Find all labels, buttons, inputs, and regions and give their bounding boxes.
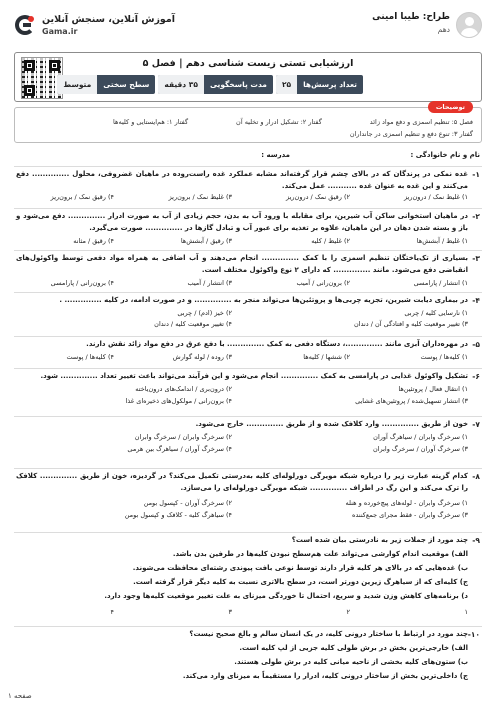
exam-title: ارزشیابی تستی زیست شناسی دهم | فصل ۵ bbox=[142, 58, 354, 69]
topics-box bbox=[14, 103, 482, 143]
option-1[interactable]: ۱) نارسایی کلیه / چربی bbox=[404, 309, 468, 317]
option-2[interactable]: ۲ bbox=[346, 608, 350, 616]
question-text: چند مورد در ارتباط با ساختار درونی کلیه، در یک انسان سالم و بالغ صحیح نیست؟ bbox=[189, 630, 468, 638]
topics-row-2 bbox=[23, 130, 473, 138]
meta-duration: مدت پاسخگویی ۳۵ دقیقه bbox=[158, 75, 273, 94]
option-2[interactable]: ۲) سرخرگ وابران / سرخرگ وابران bbox=[134, 433, 232, 441]
option-3[interactable]: ۳) سرخرگ آوران / سرخرگ وابران bbox=[372, 445, 468, 453]
brand-site[interactable]: Gama.ir bbox=[42, 27, 78, 36]
option-1[interactable]: ۱ bbox=[464, 608, 468, 616]
topics-row-1 bbox=[23, 118, 473, 126]
option-3[interactable]: ۳) تغییر موقعیت کلیه و افتادگی آن / دندان bbox=[353, 320, 468, 328]
question-text: تشکیل واکوئول غذایی در پارامسی به کمک .............. انجام می‌شود و این فرآیند می‌تواند باعث تغییر تعداد .............. شود. bbox=[40, 372, 468, 380]
school-field[interactable]: مدرسه : bbox=[261, 151, 290, 159]
question-10 bbox=[14, 626, 482, 686]
question-number: ۱- bbox=[472, 170, 480, 179]
option-2[interactable]: ۲) برون‌رانی / آمیب bbox=[296, 279, 350, 287]
gama-logo-icon bbox=[14, 14, 36, 36]
avatar bbox=[456, 12, 482, 38]
statement-a: الف) خارجی‌ترین بخش در برش طولی کلیه جزیی از لپ کلیه است. bbox=[239, 644, 468, 652]
grade-label: دهم bbox=[437, 25, 450, 34]
topics-tag: توضیحات bbox=[428, 101, 473, 113]
page-number: صفحه ۱ bbox=[8, 692, 32, 700]
statement-b: ب) غده‌هایی که در بالای هر کلیه قرار دارند توسط نوعی بافت پیوندی رشته‌ای محافظت می‌شوند. bbox=[132, 564, 468, 572]
option-1[interactable]: ۱) کلیه‌ها / پوست bbox=[420, 353, 468, 361]
question-number: ۵- bbox=[472, 340, 480, 349]
option-1[interactable]: ۱) انتقال فعال / پروتئین‌ها bbox=[398, 385, 468, 393]
option-2[interactable]: ۲) سرخرگ آوران - کپسول بومن bbox=[143, 499, 232, 507]
option-3[interactable]: ۳) انتشار تسهیل‌شده / پروتئین‌های غشایی bbox=[355, 397, 468, 405]
topic-item: گفتار ۱: هم‌ایستایی و کلیه‌ها bbox=[113, 118, 189, 126]
option-2[interactable]: ۲) درون‌بری / اندامک‌های درون‌یاخته bbox=[135, 385, 232, 393]
question-8 bbox=[14, 468, 482, 522]
question-number: ۸- bbox=[472, 472, 480, 481]
option-2[interactable]: ۲) رقیق نمک / درون‌ریز bbox=[286, 193, 350, 201]
option-4[interactable]: ۴) تغییر موقعیت کلیه / دندان bbox=[154, 320, 232, 328]
question-number: ۶- bbox=[472, 372, 480, 381]
topic-item: گفتار ۲: تشکیل ادرار و تخلیه آن bbox=[236, 118, 322, 126]
question-text: در ماهیان استخوانی ساکن آب شیرین، برای مقابله با ورود آب به بدن، حجم زیادی از آب به صورت ادرار .............. دفع می‌شود و باز و بسته شدن دهان در این ماهیان، علاوه بر تغذیه برای عبور آب و تبادل گازها در .............. صورت می‌گیرد. bbox=[16, 212, 468, 232]
statement-a: الف) موقعیت اندام کوارشی می‌تواند علت هم‌سطح نبودن کلیه‌ها در طرفین بدن باشد. bbox=[172, 550, 468, 558]
question-number: ۴- bbox=[472, 296, 480, 305]
question-1 bbox=[14, 166, 482, 206]
option-3[interactable]: ۳) سرخرگ وابران - فقط مجرای جمع‌کننده bbox=[352, 511, 468, 519]
option-2[interactable]: ۲) خیز (ادم) / چربی bbox=[177, 309, 232, 317]
option-4[interactable]: ۴ bbox=[110, 608, 114, 616]
option-1[interactable]: ۱) سرخرگ وابران / سیاهرگ آوران bbox=[373, 433, 468, 441]
topic-item: فصل ۵: تنظیم اسمزی و دفع مواد زائد bbox=[369, 118, 473, 126]
option-4[interactable]: ۴) کلیه‌ها / پوست bbox=[66, 353, 114, 361]
option-4[interactable]: ۴) سیاهرگ کلیه - کلافک و کپسول بومن bbox=[124, 511, 232, 519]
question-2 bbox=[14, 208, 482, 248]
statement-c: ج) داخلی‌ترین بخش از ساختار درونی کلیه، ادرار را مستقیماً به میزنای وارد می‌کند. bbox=[182, 672, 468, 680]
option-3[interactable]: ۳) روده / لوله گوارش bbox=[172, 353, 232, 361]
student-info-row bbox=[16, 151, 480, 163]
exam-info-box bbox=[14, 52, 482, 102]
option-3[interactable]: ۳) انتشار / آمیب bbox=[187, 279, 232, 287]
statement-b: ب) ستون‌های کلیه بخشی از ناحیه میانی کلیه در برش طولی هستند. bbox=[234, 658, 468, 666]
statement-c: ج) کلیه‌ای که از سیاهرگ زیرین دورتر است، در سطح بالاتری نسبت به کلیه دیگر قرار گرفته است. bbox=[133, 578, 468, 586]
question-3 bbox=[14, 250, 482, 290]
question-9 bbox=[14, 532, 482, 624]
question-number: ۷- bbox=[472, 420, 480, 429]
topic-item: گفتار ۳: تنوع دفع و تنظیم اسمزی در جانداران bbox=[349, 130, 473, 138]
option-2[interactable]: ۲) غلیظ / کلیه bbox=[311, 237, 350, 245]
student-name-field[interactable]: نام و نام خانوادگی : bbox=[410, 151, 480, 159]
option-2[interactable]: ۲) ششها / کلیه‌ها bbox=[303, 353, 350, 361]
question-4 bbox=[14, 292, 482, 332]
option-4[interactable]: ۴) سرخرگ آوران / سیاهرگ بین هرمی bbox=[127, 445, 232, 453]
question-text: خون از طریق .............. وارد کلافک شده و از طریق .............. خارج می‌شود. bbox=[195, 420, 468, 428]
designer-name: طراح: طیبا امینی bbox=[372, 12, 450, 22]
option-3[interactable]: ۳) رقیق / آبشش‌ها bbox=[180, 237, 232, 245]
question-7 bbox=[14, 416, 482, 456]
question-number: ۱۰- bbox=[467, 630, 480, 639]
question-number: ۳- bbox=[472, 254, 480, 263]
question-text: غده نمکی در پرندگان که در بالای چشم قرار گرفته‌اند مشابه عملکرد غده راست‌روده در ماهیان غضروفی، محلول .............. دفع می‌کنند و این غده به عنوان غده ........... عمل می‌کند. bbox=[16, 170, 468, 190]
statement-d: د) برنامه‌های کاهش وزن شدید و سریع، احتمال تا خوردگی میزنای به علت تغییر موقعیت کلیه‌ها وجود دارد. bbox=[104, 592, 468, 600]
option-4[interactable]: ۴) برون‌رانی / مولکول‌های ذخیره‌ای غذا bbox=[125, 397, 232, 405]
question-text: در مهره‌داران آبزی مانند ..............، دستگاه دفعی به کمک .............. با دفع عرق در دفع مواد زائد نقش دارند. bbox=[86, 340, 468, 348]
exam-meta-row bbox=[57, 75, 363, 94]
question-text: در بیماری دیابت شیرین، تجزیه چربی‌ها و پروتئین‌ها می‌تواند منجر به .............. و در صورت ادامه، در کلیه .............. . bbox=[59, 296, 468, 304]
option-3[interactable]: ۳) غلیظ نمک / برون‌ریز bbox=[168, 193, 232, 201]
question-text: چند مورد از جملات زیر به نادرستی بیان شده است؟ bbox=[291, 536, 468, 544]
meta-question-count: تعداد پرسش‌ها ۲۵ bbox=[276, 75, 363, 94]
question-text: بسیاری از تک‌یاختگان تنظیم اسمزی را با کمک .............. انجام می‌دهند و آب اضافی به همراه مواد دفعی توسط واکوئول‌های انقباضی دفع می‌شود. مانند .............. که دارای ۲ نوع واکوئول مختلف است. bbox=[16, 254, 468, 274]
question-number: ۹- bbox=[472, 536, 480, 545]
question-text: کدام گزینه عبارت زیر را درباره شبکه مویرگی دورلوله‌ای کلیه به‌درستی تکمیل می‌کند؟ در گردیزه، خون از طریق .............. کلافک را ترک می‌کند و این رگ در اطراف .............. شبکه مویرگی دورلوله‌ای را می‌سازد. bbox=[16, 472, 468, 492]
option-1[interactable]: ۱) سرخرگ وابران - لوله‌های پیچ‌خورده و هنله bbox=[345, 499, 468, 507]
brand-name: آموزش آنلاین، سنجش آنلاین bbox=[42, 14, 176, 25]
brand-text bbox=[42, 14, 175, 36]
meta-difficulty: سطح سختی متوسط bbox=[57, 75, 155, 94]
designer-block bbox=[372, 12, 482, 38]
option-4[interactable]: ۴) رقیق / مثانه bbox=[73, 237, 114, 245]
option-1[interactable]: ۱) غلیظ نمک / درون‌ریز bbox=[403, 193, 468, 201]
option-4[interactable]: ۴) رقیق نمک / برون‌ریز bbox=[50, 193, 114, 201]
option-1[interactable]: ۱) انتشار / پارامسی bbox=[413, 279, 468, 287]
question-5 bbox=[14, 336, 482, 366]
header bbox=[14, 10, 482, 50]
question-number: ۲- bbox=[472, 212, 480, 221]
question-6 bbox=[14, 368, 482, 408]
option-3[interactable]: ۳ bbox=[228, 608, 232, 616]
brand bbox=[14, 14, 175, 36]
option-4[interactable]: ۴) برون‌رانی / پارامسی bbox=[50, 279, 114, 287]
option-1[interactable]: ۱) غلیظ / آبشش‌ها bbox=[416, 237, 468, 245]
